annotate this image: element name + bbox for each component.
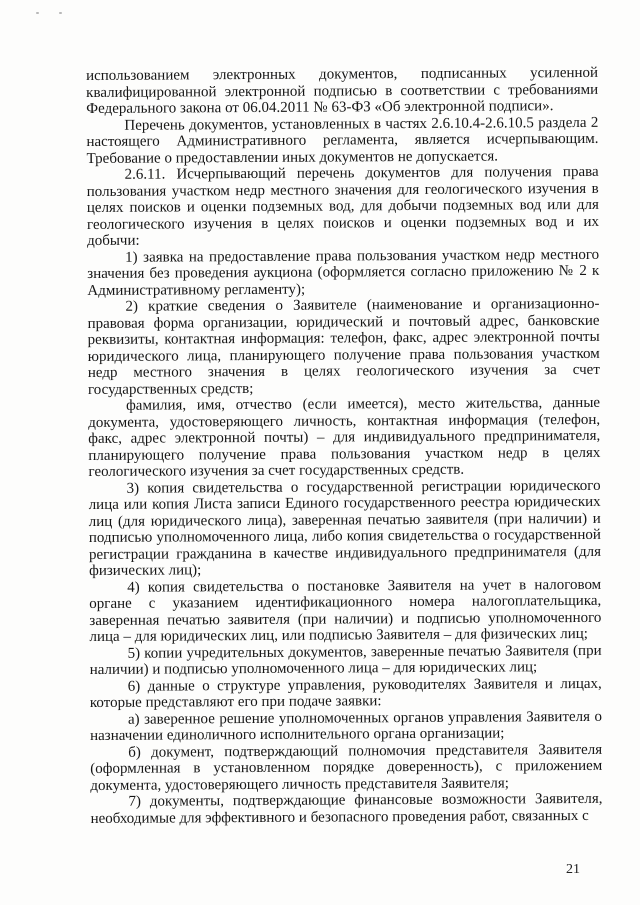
- document-body: [86, 65, 603, 827]
- scan-mark: [36, 12, 39, 14]
- paragraph: б) документ, подтверждающий полномочия представителя Заявителя (оформленная в установленном порядке доверенность), с приложением документа, удостоверяющего личность представителя Заявителя;: [90, 741, 603, 794]
- paragraph: фамилия, имя, отчество (если имеется), место жительства, данные документа, удостоверяющего личность, контактная информация (телефон, факс, адрес электронной почты) – для индивидуального предпринимателя, планирующего получение права пользования участком недр в целях геологического изучения за счет государственных средств.: [88, 394, 601, 480]
- paragraph: Перечень документов, установленных в частях 2.6.10.4-2.6.10.5 раздела 2 настоящего Административного регламента, является исчерпывающим. Требование о предоставлении иных документов не допускается.: [86, 114, 599, 167]
- paragraph: 2.6.11. Исчерпывающий перечень документов для получения права пользования участком недр местного значения для геологического изучения в целях поисков и оценки подземных вод, для добычи подземных вод или для геологического изучения в целях поисков и оценки подземных вод и их добычи:: [86, 163, 599, 249]
- paragraph: 1) заявка на предоставление права пользования участком недр местного значения без проведения аукциона (оформляется согласно приложению № 2 к Административному регламенту);: [87, 246, 600, 299]
- paragraph: 4) копия свидетельства о постановке Заявителя на учет в налоговом органе с указанием идентификационного номера налогоплательщика, заверенная печатью заявителя (при наличии) и подписью уполномоченного лица – для юридических лиц, или подписью Заявителя – для физических лиц;: [89, 576, 602, 645]
- paragraph: 2) краткие сведения о Заявителе (наименование и организационно-правовая форма организации, юридический и почтовый адрес, банковские реквизиты, контактная информация: телефон, факс, адрес электронной почты юридического лица, планирующего получение права пользования участком недр местного значения в целях геологического изучения за счет государственных средств;: [87, 295, 600, 398]
- paragraph: использованием электронных документов, подписанных усиленной квалифицированной электронной подписью в соответствии с требованиями Федерального закона от 06.04.2011 № 63-ФЗ «Об электронной подписи».: [86, 64, 599, 117]
- paragraph: 7) документы, подтверждающие финансовые возможности Заявителя, необходимые для эффективного и безопасного проведения работ, связанных с: [90, 790, 603, 827]
- paragraph: 3) копия свидетельства о государственной регистрации юридического лица или копия Листа записи Единого государственного реестра юридических лиц (для юридического лица), заверенная печатью заявителя (при наличии) и подписью уполномоченного лица, либо копия свидетельства о государственной регистрации гражданина в качестве индивидуального предпринимателя (для физических лиц);: [88, 477, 602, 579]
- scan-mark: [59, 12, 62, 14]
- page-number: 21: [566, 862, 580, 877]
- paragraph: 6) данные о структуре управления, руководителях Заявителя и лицах, которые представляют его при подаче заявки:: [89, 675, 602, 711]
- paragraph: 5) копии учредительных документов, заверенные печатью Заявителя (при наличии) и подписью уполномоченного лица – для юридических лиц;: [89, 642, 602, 678]
- paragraph: а) заверенное решение уполномоченных органов управления Заявителя о назначении единоличного исполнительного органа организации;: [90, 708, 603, 744]
